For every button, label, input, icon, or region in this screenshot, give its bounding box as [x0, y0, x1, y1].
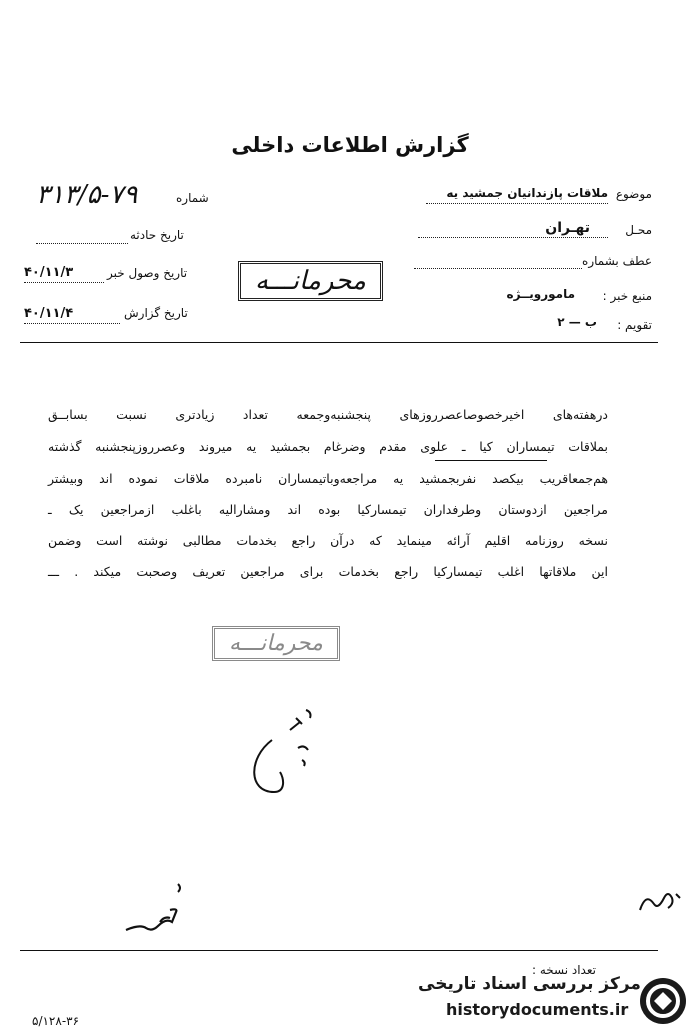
subject-value: ملاقات پازندانیان جمشید یه [446, 186, 608, 200]
source-value: مامورویــژه [506, 287, 575, 301]
handwritten-annotation [240, 700, 340, 800]
report-date-label: تاریخ گزارش [124, 306, 188, 320]
received-date-label: تاریخ وصول خبر [107, 266, 188, 280]
watermark-title: مرکز بررسی اسناد تاریخی [418, 974, 641, 994]
confidential-stamp-faded: محرمانـــه [212, 626, 340, 661]
handwritten-initials-right [632, 880, 692, 930]
reference-code: ۵/۱۲۸-۳۶ [32, 1014, 80, 1028]
body-line-2: بملاقات تیمساران کیا ـ علوی مقدم وضرغام بجمشید یه میروند وعصرروزپنجشنبه گذشته [48, 439, 608, 454]
place-label: محـل [625, 223, 652, 237]
confidential-stamp: محرمانـــه [238, 261, 383, 301]
subject-label: موضوع [615, 187, 652, 201]
body-line-6: این ملاقاتها اغلب تیمسارکیا راجع بخدمات برای مراجعین تعریف وصحبت میکند . ـــ [48, 564, 608, 579]
body-underline [435, 460, 547, 461]
copies-label: تعداد نسخه : [531, 963, 596, 977]
reference-label: عطف بشماره [582, 254, 652, 268]
report-date-line [24, 323, 120, 324]
page-title: گزارش اطلاعات داخلی [231, 133, 469, 157]
watermark-url: historydocuments.ir [446, 1000, 629, 1019]
number-label: شماره [176, 191, 209, 205]
footer-divider [20, 950, 658, 951]
report-date-value: ۴۰/۱۱/۴ [24, 306, 74, 321]
header-divider [20, 342, 658, 343]
received-date-value: ۴۰/۱۱/۳ [24, 265, 74, 280]
subject-line [426, 203, 608, 204]
place-line [418, 237, 608, 238]
rating-label: تقویم : [617, 318, 652, 332]
body-line-1: درهفته‌های اخیرخصوصاعصرروزهای پنجشنبه‌وجمعه تعداد زیادتری نسبت بسابــق [48, 407, 608, 422]
received-date-line [24, 282, 104, 283]
reference-line [414, 268, 582, 269]
rating-value: ب — ۲ [557, 315, 597, 329]
watermark-logo-icon [640, 978, 686, 1024]
incident-date-line [36, 243, 128, 244]
body-line-4: مراجعین ازدوستان وطرفداران تیمسارکیا بوده اند ومشارالیه باغلب ازمراجعین یک ـ [48, 502, 608, 517]
body-line-3: هم‌جمعاقریب بیکصد نفربجمشید یه مراجعه‌وباتیمساران نامبرده ملاقات نموده اند وبیشتر [48, 471, 608, 486]
body-line-5: نسخه روزنامه اقلیم آرائه مینماید که درآن راجع بخدمات مطالبی نوشته است وضمن [48, 533, 608, 548]
place-value: تهـران [545, 220, 590, 236]
incident-date-label: تاریخ حادثه [130, 228, 184, 242]
handwritten-initials-left [120, 880, 200, 940]
number-value: ۳۱۳/۵-۷۹ [36, 180, 138, 210]
source-label: منبع خبر : [602, 289, 652, 303]
